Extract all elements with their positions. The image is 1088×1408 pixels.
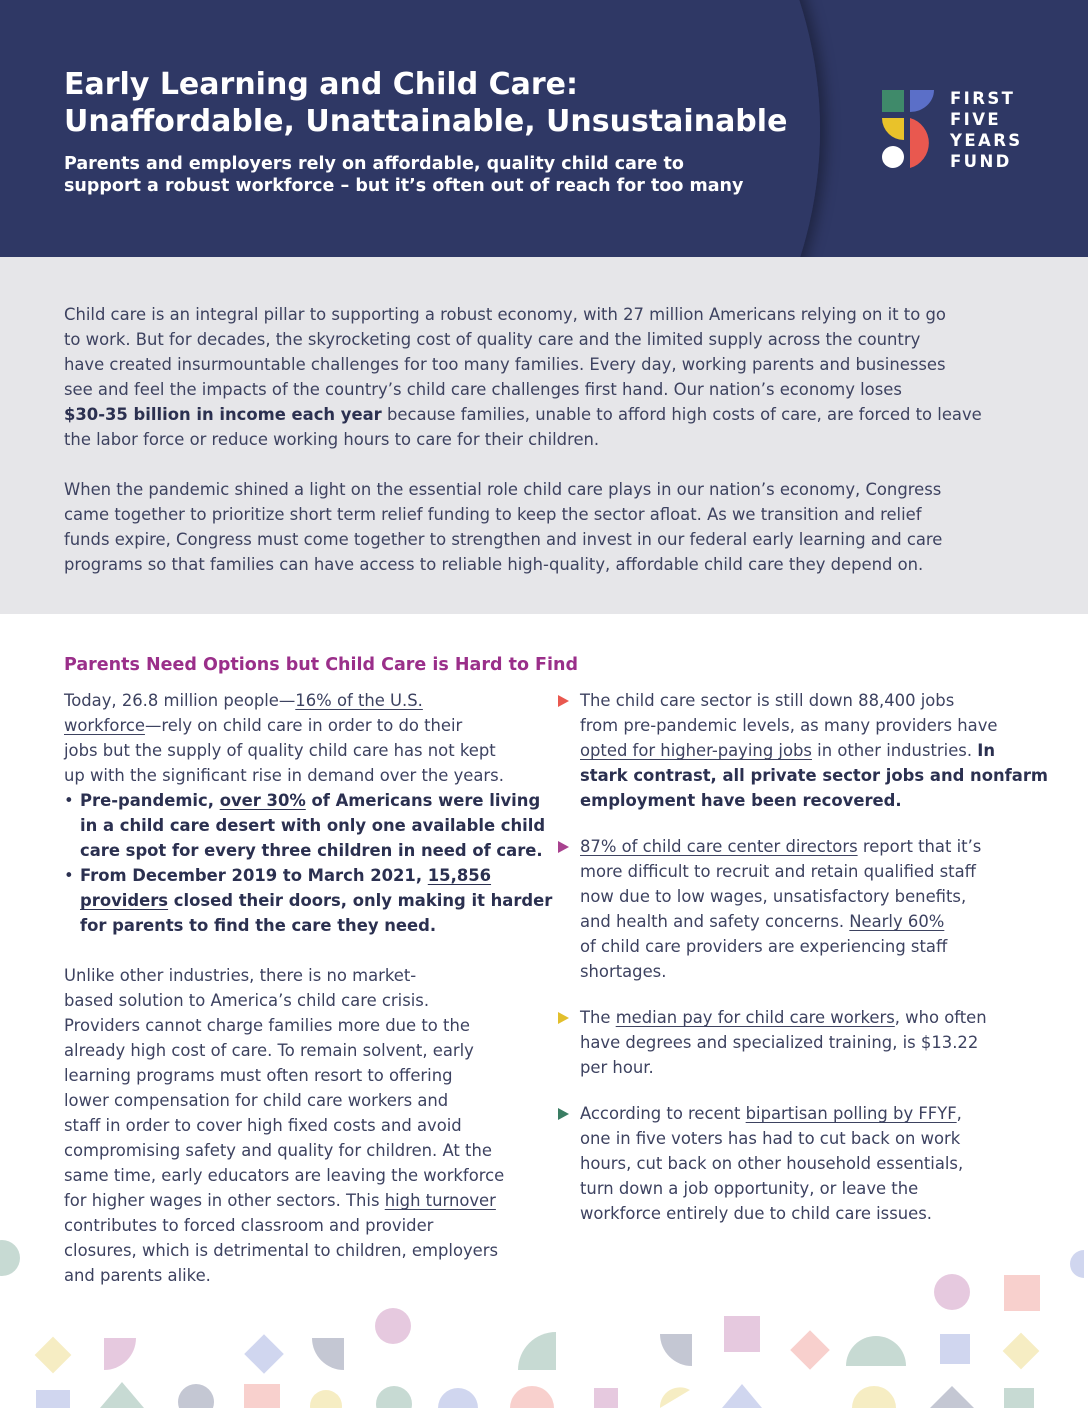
bipartisan-polling-link[interactable]: bipartisan polling by FFYF [745,1104,957,1123]
text-line: from pre-pandemic levels, as many providers have [580,716,998,735]
text-line: compromising safety and quality for children. At the [64,1141,492,1160]
text-run: and health and safety concerns. [580,912,850,931]
triangle-bullet-icon [558,1012,569,1024]
intro-paragraph-1 [64,302,1024,452]
child-care-desert-link[interactable]: over 30% [219,791,306,810]
text-line: one in five voters has had to cut back on work [580,1129,961,1148]
text-line: shortages. [580,962,667,981]
bullet-child-care-desert [64,788,546,863]
text-line: now due to low wages, unsatisfactory benefits, [580,887,967,906]
provider-closures-link-cont[interactable]: providers [80,891,169,910]
text-line: contributes to forced classroom and provider [64,1216,434,1235]
text-line [580,788,1038,813]
right-column [558,688,1048,1247]
text-line [64,713,534,738]
text-line: jobs but the supply of quality child care has not kept [64,741,496,760]
text-line [80,863,534,888]
intro-p2-line: came together to prioritize short term relief funding to keep the sector afloat. As we transition and relief [64,505,922,524]
workforce-share-link-cont[interactable]: workforce [64,716,145,735]
intro-p1-line: to work. But for decades, the skyrocketing cost of quality care and the limited supply across the country [64,330,921,349]
text-run: , who often [894,1008,987,1027]
decorative-shapes [0,1230,1088,1408]
high-turnover-link[interactable]: high turnover [384,1191,496,1210]
text-line: staff in order to cover high fixed costs and avoid [64,1116,462,1135]
text-line [64,688,534,713]
logo-line-4: FUND [950,152,1012,171]
text-run: of Americans were living [305,791,541,810]
bullet-provider-closures [64,863,553,938]
text-line: Unlike other industries, there is no market- [64,966,417,985]
intro-paragraph-2 [64,477,1024,577]
text-line [580,834,1038,859]
title-line-1: Early Learning and Child Care: [64,67,579,102]
stat-median-pay [558,1005,1038,1080]
intro-section [0,257,1088,614]
text-line: care spot for every three children in need of care. [80,841,543,860]
text-run: —rely on child care in order to do their [144,716,463,735]
nearly-60-percent-link[interactable]: Nearly 60% [849,912,945,931]
text-line [580,909,1038,934]
text-line: of child care providers are experiencing staff [580,937,948,956]
logo-wordmark [950,88,1023,172]
text-run: , [956,1104,962,1123]
text-line [580,763,1048,788]
intro-p1-line: see and feel the impacts of the country’s child care challenges first hand. Our nation’s economy loses [64,380,902,399]
intro-p1-line [64,402,1024,427]
logo-line-1: FIRST [950,89,1016,108]
bullet-text [80,863,553,938]
text-line: Providers cannot charge families more due to the [64,1016,470,1035]
text-run: Today, 26.8 million people— [64,691,296,710]
text-run: report that it’s [857,837,982,856]
text-line: same time, early educators are leaving the workforce [64,1166,505,1185]
text-line: in a child care desert with only one available child [80,816,546,835]
text-run: closed their doors, only making it harder [168,891,553,910]
bold-run: employment have been recovered. [580,791,902,810]
first-five-years-fund-logo [880,88,1030,170]
intro-p2-line: When the pandemic shined a light on the essential role child care plays in our nation’s economy, Congress [64,480,942,499]
text-run: According to recent [580,1104,746,1123]
text-run: in other industries. [811,741,978,760]
text-line: more difficult to recruit and retain qualified staff [580,862,976,881]
intro-p1-text: because families, unable to afford high costs of care, are forced to leave [381,405,982,424]
text-line [580,1101,1038,1126]
provider-closures-link[interactable]: 15,856 [427,866,492,885]
text-line [80,788,541,813]
logo-line-3: YEARS [950,131,1023,150]
text-line: turn down a job opportunity, or leave the [580,1179,919,1198]
text-line: learning programs must often resort to offering [64,1066,453,1085]
text-line: and parents alike. [64,1266,211,1285]
left-column [64,688,553,1288]
text-line: lower compensation for child care workers and [64,1091,449,1110]
intro-p2-line: programs so that families can have access to reliable high-quality, affordable child care they depend on. [64,555,924,574]
text-line [80,888,553,913]
text-line: for parents to find the care they need. [80,916,437,935]
text-run: The [580,1008,616,1027]
text-line: workforce entirely due to child care issues. [580,1204,932,1223]
subtitle-line-1: Parents and employers rely on affordable, quality child care to [64,154,684,174]
title-line-2: Unaffordable, Unattainable, Unsustainable [64,104,788,139]
text-line: up with the significant rise in demand over the years. [64,766,504,785]
triangle-bullet-icon [558,695,569,707]
stat-directors [558,834,1038,984]
text-line: have degrees and specialized training, is $13.22 [580,1033,979,1052]
median-pay-link[interactable]: median pay for child care workers [615,1008,895,1027]
intro-p2-line: funds expire, Congress must come together to strengthen and invest in our federal early learning and care [64,530,943,549]
intro-p1-line: Child care is an integral pillar to supporting a robust economy, with 27 million Americans relying on it to go [64,305,946,324]
higher-paying-jobs-link[interactable]: opted for higher-paying jobs [580,741,812,760]
text-line [580,738,1038,763]
center-directors-link[interactable]: 87% of child care center directors [580,837,858,856]
left-paragraph-1 [64,688,534,788]
text-line: The child care sector is still down 88,400 jobs [580,691,955,710]
bullet-text [80,788,546,863]
text-line: already high cost of care. To remain solvent, early [64,1041,474,1060]
bold-run: stark contrast, all private sector jobs and nonfarm [580,766,1048,785]
page-subtitle [64,153,743,197]
text-line: hours, cut back on other household essentials, [580,1154,964,1173]
triangle-bullet-icon [558,841,569,853]
text-run: From December 2019 to March 2021, [80,866,428,885]
workforce-share-link[interactable]: 16% of the U.S. [295,691,423,710]
logo-mark-icon [882,90,938,168]
page-title [64,66,787,140]
intro-p1-line: have created insurmountable challenges for too many families. Every day, working parents and businesses [64,355,946,374]
income-loss-highlight: $30-35 billion in income each year [64,405,382,424]
bold-run: In [977,741,996,760]
text-run: for higher wages in other sectors. This [64,1191,385,1210]
triangle-bullet-icon [558,1108,569,1120]
text-line [580,1005,1038,1030]
intro-p1-line: the labor force or reduce working hours to care for their children. [64,430,600,449]
logo-line-2: FIVE [950,110,1002,129]
section-heading: Parents Need Options but Child Care is Hard to Find [64,655,578,675]
text-line: per hour. [580,1058,654,1077]
header-banner [0,0,1088,257]
text-line [64,1188,534,1213]
left-bullet-list [64,788,553,938]
subtitle-line-2: support a robust workforce – but it’s often out of reach for too many [64,176,744,196]
text-run: Pre-pandemic, [80,791,220,810]
stat-polling [558,1101,1038,1226]
text-line: closures, which is detrimental to children, employers [64,1241,499,1260]
text-line: based solution to America’s child care crisis. [64,991,430,1010]
stat-jobs-down [558,688,1048,813]
